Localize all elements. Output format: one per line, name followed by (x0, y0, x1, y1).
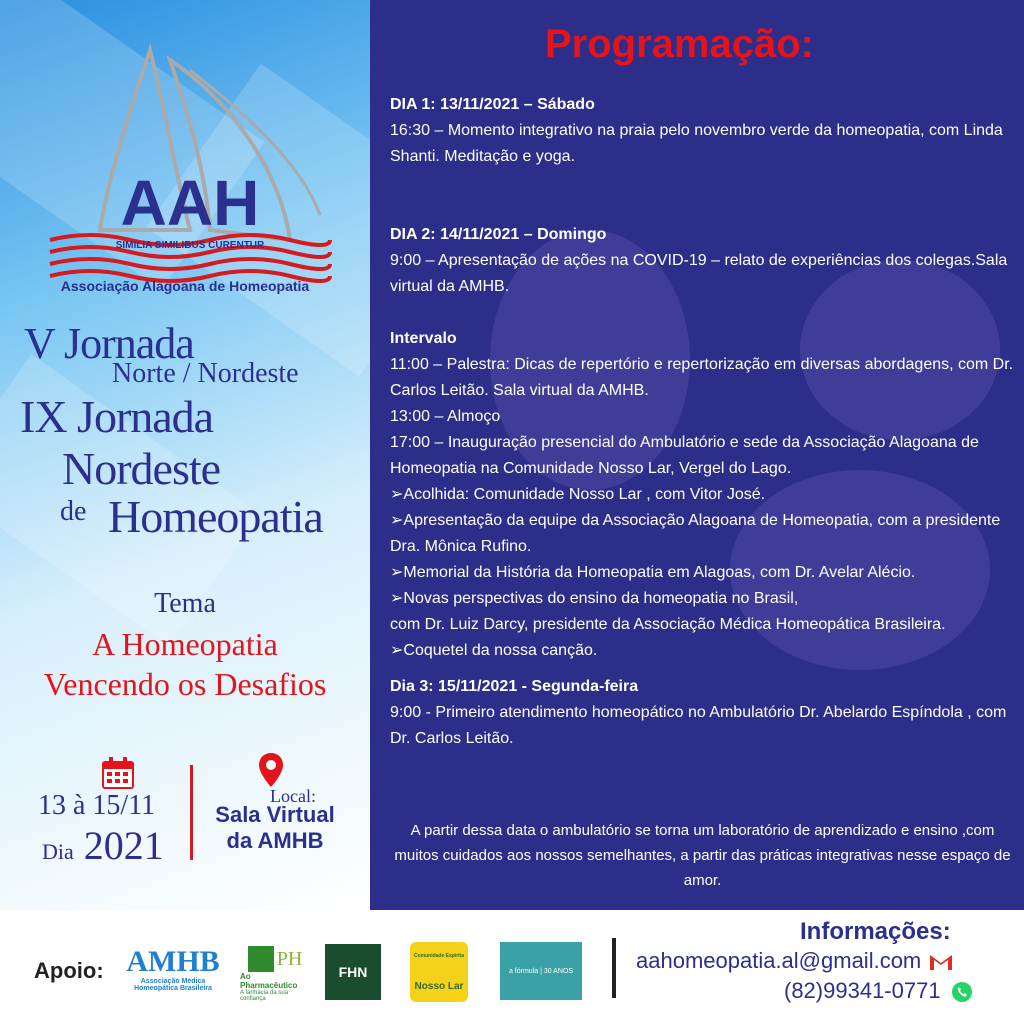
location-place-line1: Sala Virtual (215, 802, 335, 827)
program-heading: Programação: (545, 22, 814, 66)
interval-bullet: ➢Apresentação da equipe da Associação Alagoana de Homeopatia, com a presidente Dra. Mônica Rufino. (390, 512, 1001, 555)
sponsor-fhn-name: FHN (338, 964, 368, 980)
program-list (390, 92, 1015, 752)
location-place (205, 802, 345, 854)
sponsor-fhn-logo (325, 944, 381, 1000)
sponsor-amhb-logo (128, 934, 218, 1004)
interval-item: 13:00 – Almoço (390, 408, 501, 425)
sponsor-formula-logo (500, 942, 582, 1000)
apoio-label: Apoio: (34, 958, 104, 983)
day3-title: Dia 3: 15/11/2021 - Segunda-feira (390, 678, 639, 695)
sponsor-amhb-name: AMHB (126, 945, 220, 978)
date-location-divider (190, 765, 193, 860)
svg-text:AAH: AAH (120, 167, 260, 239)
info-phone-row[interactable] (784, 978, 973, 1004)
footer-divider (612, 938, 616, 998)
date-range: 13 à 15/11 (38, 790, 156, 821)
interval-bullet: ➢Coquetel da nossa canção. (390, 642, 598, 659)
day3-item: 9:00 - Primeiro atendimento homeopático no Ambulatório Dr. Abelardo Espíndola , com Dr. Carlos Leitão. (390, 704, 1007, 747)
whatsapp-icon (951, 981, 973, 1003)
closing-statement: A partir dessa data o ambulatório se torna um laboratório de aprendizado e ensino ,com muitos cuidados aos nossos semelhantes, a partir das práticas integrativas nesse espaço de amor. (394, 822, 1011, 889)
interval-item: 17:00 – Inauguração presencial do Ambulatório e sede da Associação Alagoana de Homeopatia na Comunidade Nosso Lar, Vergel do Lago. (390, 434, 979, 477)
theme-title-line2: Vencendo os Desafios (43, 666, 327, 702)
sponsor-pharma-sub: A farmácia da sua confiança (240, 990, 289, 1002)
event-title-line5-small: de (60, 496, 87, 527)
info-phone[interactable]: (82)99341-0771 (784, 978, 941, 1003)
left-panel (0, 0, 370, 910)
svg-text:SIMILIA SIMILIBUS CURENTUR: SIMILIA SIMILIBUS CURENTUR (115, 240, 265, 251)
info-email[interactable]: aahomeopatia.al@gmail.com (636, 948, 922, 973)
location-label: Local: (270, 786, 316, 806)
sponsor-formula-name: a fórmula | 30 ANOS (508, 967, 574, 975)
interval-bullet: ➢Acolhida: Comunidade Nosso Lar , com Vitor José. (390, 486, 766, 503)
location-pin-icon (258, 752, 284, 788)
sponsor-nosso-lar-name: Nosso Lar (414, 980, 464, 992)
event-title-line4: Nordeste (62, 443, 221, 494)
event-title-line1: V Jornada (24, 319, 194, 368)
interval-title: Intervalo (390, 330, 457, 347)
calendar-icon (100, 755, 136, 791)
gmail-icon (929, 953, 953, 971)
interval-item: 11:00 – Palestra: Dicas de repertório e repertorização em diversas abordagens, com Dr. Carlos Leitão. Sala virtual da AMHB. (390, 356, 1014, 399)
theme-label: Tema (154, 588, 216, 619)
sponsor-pharma-name: Ao Pharmacêutico (240, 972, 298, 990)
sponsor-pharma-ph: PH (276, 947, 303, 970)
day2-title: DIA 2: 14/11/2021 – Domingo (390, 226, 607, 243)
interval-bullet-cont: com Dr. Luiz Darcy, presidente da Associação Médica Homeopática Brasileira. (390, 616, 946, 633)
day1-title: DIA 1: 13/11/2021 – Sábado (390, 96, 595, 113)
info-email-row[interactable] (636, 948, 953, 974)
sponsor-pharma-mark (248, 946, 303, 972)
location-place-line2: da AMHB (226, 828, 324, 853)
event-title-line3: IX Jornada (20, 391, 214, 442)
date-year: 2021 (83, 823, 164, 868)
interval-bullet: ➢Memorial da História da Homeopatia em Alagoas, com Dr. Avelar Alécio. (390, 564, 916, 581)
logo-caption: Associação Alagoana de Homeopatia (60, 278, 310, 294)
sponsor-pharma-icon (248, 946, 274, 972)
aah-logo (40, 40, 340, 310)
event-title-line5-big: Homeopatia (108, 491, 323, 542)
sponsor-nosso-lar-top: Comunidade Espírita (413, 952, 464, 959)
footer (0, 910, 1024, 1020)
day2-item: 9:00 – Apresentação de ações na COVID-19 – relato de experiências dos colegas.Sala virtual da AMHB. (390, 252, 1008, 295)
event-title-line2: Norte / Nordeste (112, 358, 299, 389)
sponsor-nosso-lar-logo (410, 942, 468, 1002)
event-dates (38, 790, 164, 869)
interval-bullet: ➢Novas perspectivas do ensino da homeopatia no Brasil, (390, 590, 799, 607)
theme-title (0, 624, 370, 704)
theme-title-line1: A Homeopatia (92, 626, 278, 662)
info-title: Informações: (800, 918, 951, 945)
program-panel (370, 0, 1024, 910)
day1-item: 16:30 – Momento integrativo na praia pelo novembro verde da homeopatia, com Linda Shanti. Meditação e yoga. (390, 122, 1003, 165)
sponsor-pharma-logo (240, 948, 310, 1000)
date-dia-label: Dia (42, 839, 74, 864)
sponsor-amhb-sub: Associação Médica Homeopática Brasileira (134, 978, 212, 992)
